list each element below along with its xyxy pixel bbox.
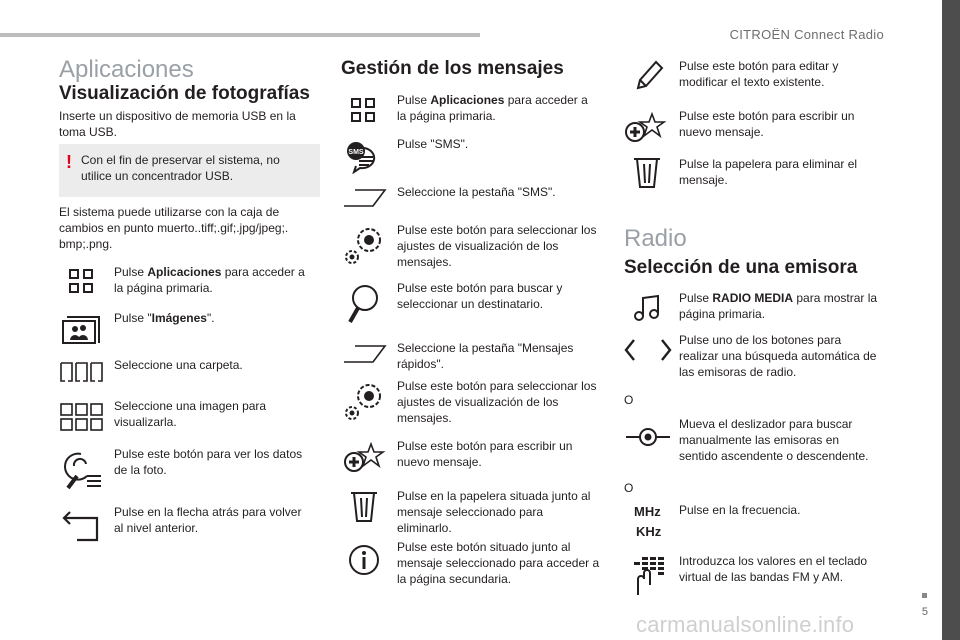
step-row: Seleccione una imagen para visualizarla. [59,398,329,434]
subtitle-mensajes: Gestión de los mensajes [341,58,564,79]
step-row: Pulse "Imágenes". [59,310,329,346]
step-row: Pulse este botón para ver los datos de la foto. [59,446,329,494]
subtitle-emisora: Selección de una emisora [624,257,858,278]
pencil-icon[interactable] [634,58,664,92]
step-row: SMS Pulse "SMS". [341,136,611,176]
frequency-khz-label: KHz [636,524,662,539]
folder-select-icon [59,361,105,383]
step-row: Pulse Aplicaciones para acceder a la página primaria. [59,264,329,300]
step-row: Pulse uno de los botones para realizar una búsqueda automática de las emisoras de radio. [624,332,894,382]
settings-icon[interactable] [343,380,383,422]
apps-grid-icon [349,96,377,124]
tab-icon [343,188,387,208]
section-title-radio: Radio [624,225,687,252]
step-row: Introduzca los valores en el teclado virtual de las bandas FM y AM. [624,553,894,601]
frequency-icon[interactable] [634,502,666,542]
step-row: Pulse en la papelera situada junto al mensaje seleccionado para eliminarlo. [341,488,611,538]
step-row: Pulse este botón para escribir un nuevo mensaje. [341,438,611,478]
step-row: Pulse en la flecha atrás para volver al nivel anterior. [59,504,329,544]
step-row: Pulse este botón para editar y modificar el texto existente. [624,58,894,98]
step-row: Pulse este botón situado junto al mensaje seleccionado para acceder a la página secundaria. [341,539,611,589]
new-message-icon[interactable] [343,442,387,474]
slider-icon[interactable] [624,426,672,448]
section-title-aplicaciones: Aplicaciones [59,56,194,83]
step-row: Pulse RADIO MEDIA para mostrar la página primaria. [624,290,894,326]
sms-icon [345,140,381,174]
trash-icon[interactable] [632,156,662,190]
info-icon[interactable] [347,543,381,577]
photo-info-icon [63,448,103,492]
page-number: 5 [921,606,928,618]
keypad-icon[interactable] [632,555,668,599]
or-label: O [624,393,634,407]
warning-box [59,144,320,197]
tab-icon [343,344,387,364]
header-rule [0,33,480,37]
images-icon [61,313,101,345]
step-row: Pulse este botón para escribir un nuevo mensaje. [624,108,894,148]
trash-icon[interactable] [349,490,379,524]
image-grid-icon [59,402,105,432]
step-row: Pulse la papelera para eliminar el mensaje. [624,156,894,196]
chevrons-icon[interactable] [624,338,672,362]
note-text: El sistema puede utilizarse con la caja de cambios en punto muerto..tiff;.gif;.jpg/jpeg;. bmp;.png. [59,205,289,251]
step-row: Pulse este botón para buscar y seleccionar un destinatario. [341,280,611,330]
header-title: CITROËN Connect Radio [729,27,884,42]
side-strip [942,0,960,640]
side-dot [922,593,927,598]
step-row: Pulse este botón para seleccionar los ajustes de visualización de los mensajes. [341,222,611,272]
step-row: Seleccione la pestaña "Mensajes rápidos". [341,340,611,376]
step-row: MHz KHz Pulse en la frecuencia. [624,502,894,544]
sms-icon-label: SMS [348,149,364,156]
step-row: Pulse Aplicaciones para acceder a la página primaria. [341,92,611,128]
subtitle-fotografias: Visualización de fotografías [59,83,310,104]
new-message-icon[interactable] [624,112,668,144]
frequency-mhz-label: MHz [634,504,661,519]
back-arrow-icon[interactable] [61,510,101,542]
settings-icon[interactable] [343,224,383,266]
watermark: carmanualsonline.info [636,612,855,637]
step-row: Seleccione una carpeta. [59,357,329,387]
music-note-icon [634,294,662,322]
apps-grid-icon [67,267,95,295]
warning-text: Con el fin de preservar el sistema, no utilice un concentrador USB. [81,153,280,183]
step-row: Seleccione la pestaña "SMS". [341,184,611,214]
intro-text: Inserte un dispositivo de memoria USB en la toma USB. [59,109,296,139]
search-icon[interactable] [347,282,381,326]
or-label: O [624,481,634,495]
step-row: Pulse este botón para seleccionar los ajustes de visualización de los mensajes. [341,378,611,428]
step-row: Mueva el deslizador para buscar manualmente las emisoras en sentido ascendente o descendente. [624,416,894,466]
warning-icon: ! [66,152,72,172]
